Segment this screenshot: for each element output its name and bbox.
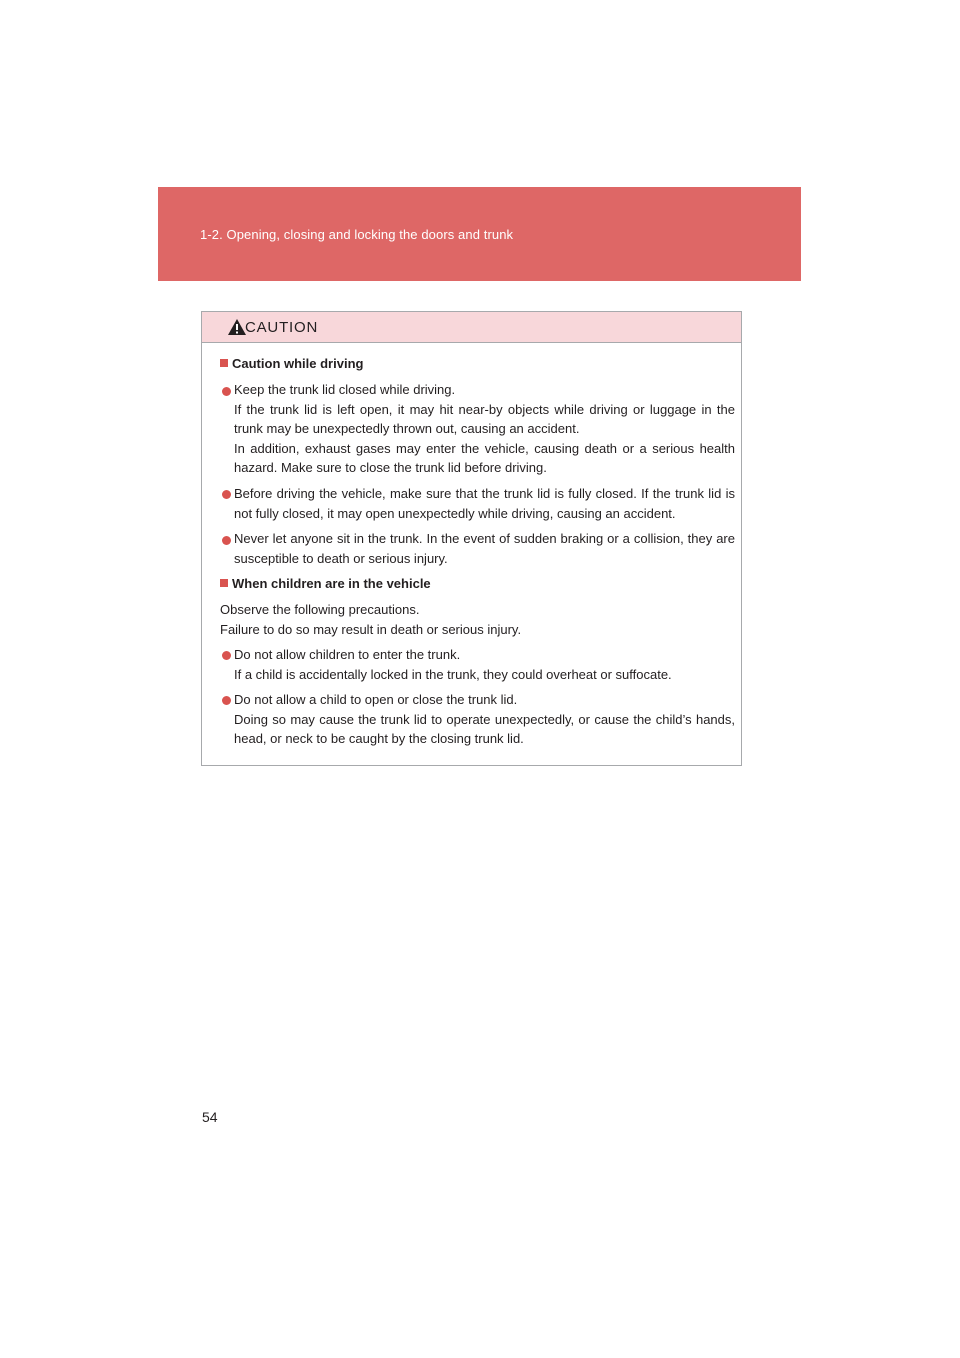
page-number: 54 <box>202 1109 218 1125</box>
bullet-icon <box>222 490 231 499</box>
list-item: Do not allow a child to open or close the trunk lid. Doing so may cause the trunk lid to operate unexpectedly, or cause the child’s hands, head, or neck to be caught by the closing trunk lid. <box>234 692 735 746</box>
section-intro: Observe the following precautions. Failure to do so may result in death or serious injury. <box>220 602 522 637</box>
bullet-icon <box>222 536 231 545</box>
chapter-header-band <box>158 187 801 281</box>
section-title: When children are in the vehicle <box>220 574 431 594</box>
caution-header <box>202 312 741 343</box>
section-title: Caution while driving <box>220 354 363 374</box>
caution-label: CAUTION <box>245 319 319 336</box>
bullet-icon <box>222 696 231 705</box>
bullet-icon <box>222 651 231 660</box>
bullet-icon <box>222 387 231 396</box>
list-item: Keep the trunk lid closed while driving. If the trunk lid is left open, it may hit near-by objects while driving or luggage in the trunk may be unexpectedly thrown out, causing an accident. In addition, exhaust gases may enter the vehicle, causing death or a serious health hazard. Make sure to close the trunk lid before driving. <box>234 382 735 475</box>
list-item: Before driving the vehicle, make sure that the trunk lid is fully closed. If the trunk lid is not fully closed, it may open unexpectedly while driving, causing an accident. <box>234 486 735 521</box>
warning-triangle-icon <box>227 318 247 336</box>
chapter-title: 1-2. Opening, closing and locking the doors and trunk <box>200 227 514 242</box>
list-item: Never let anyone sit in the trunk. In the event of sudden braking or a collision, they are susceptible to death or serious injury. <box>234 531 735 566</box>
caution-box <box>201 311 742 766</box>
square-bullet-icon <box>220 579 228 587</box>
square-bullet-icon <box>220 359 228 367</box>
list-item: Do not allow children to enter the trunk. If a child is accidentally locked in the trunk, they could overheat or suffocate. <box>234 647 672 682</box>
